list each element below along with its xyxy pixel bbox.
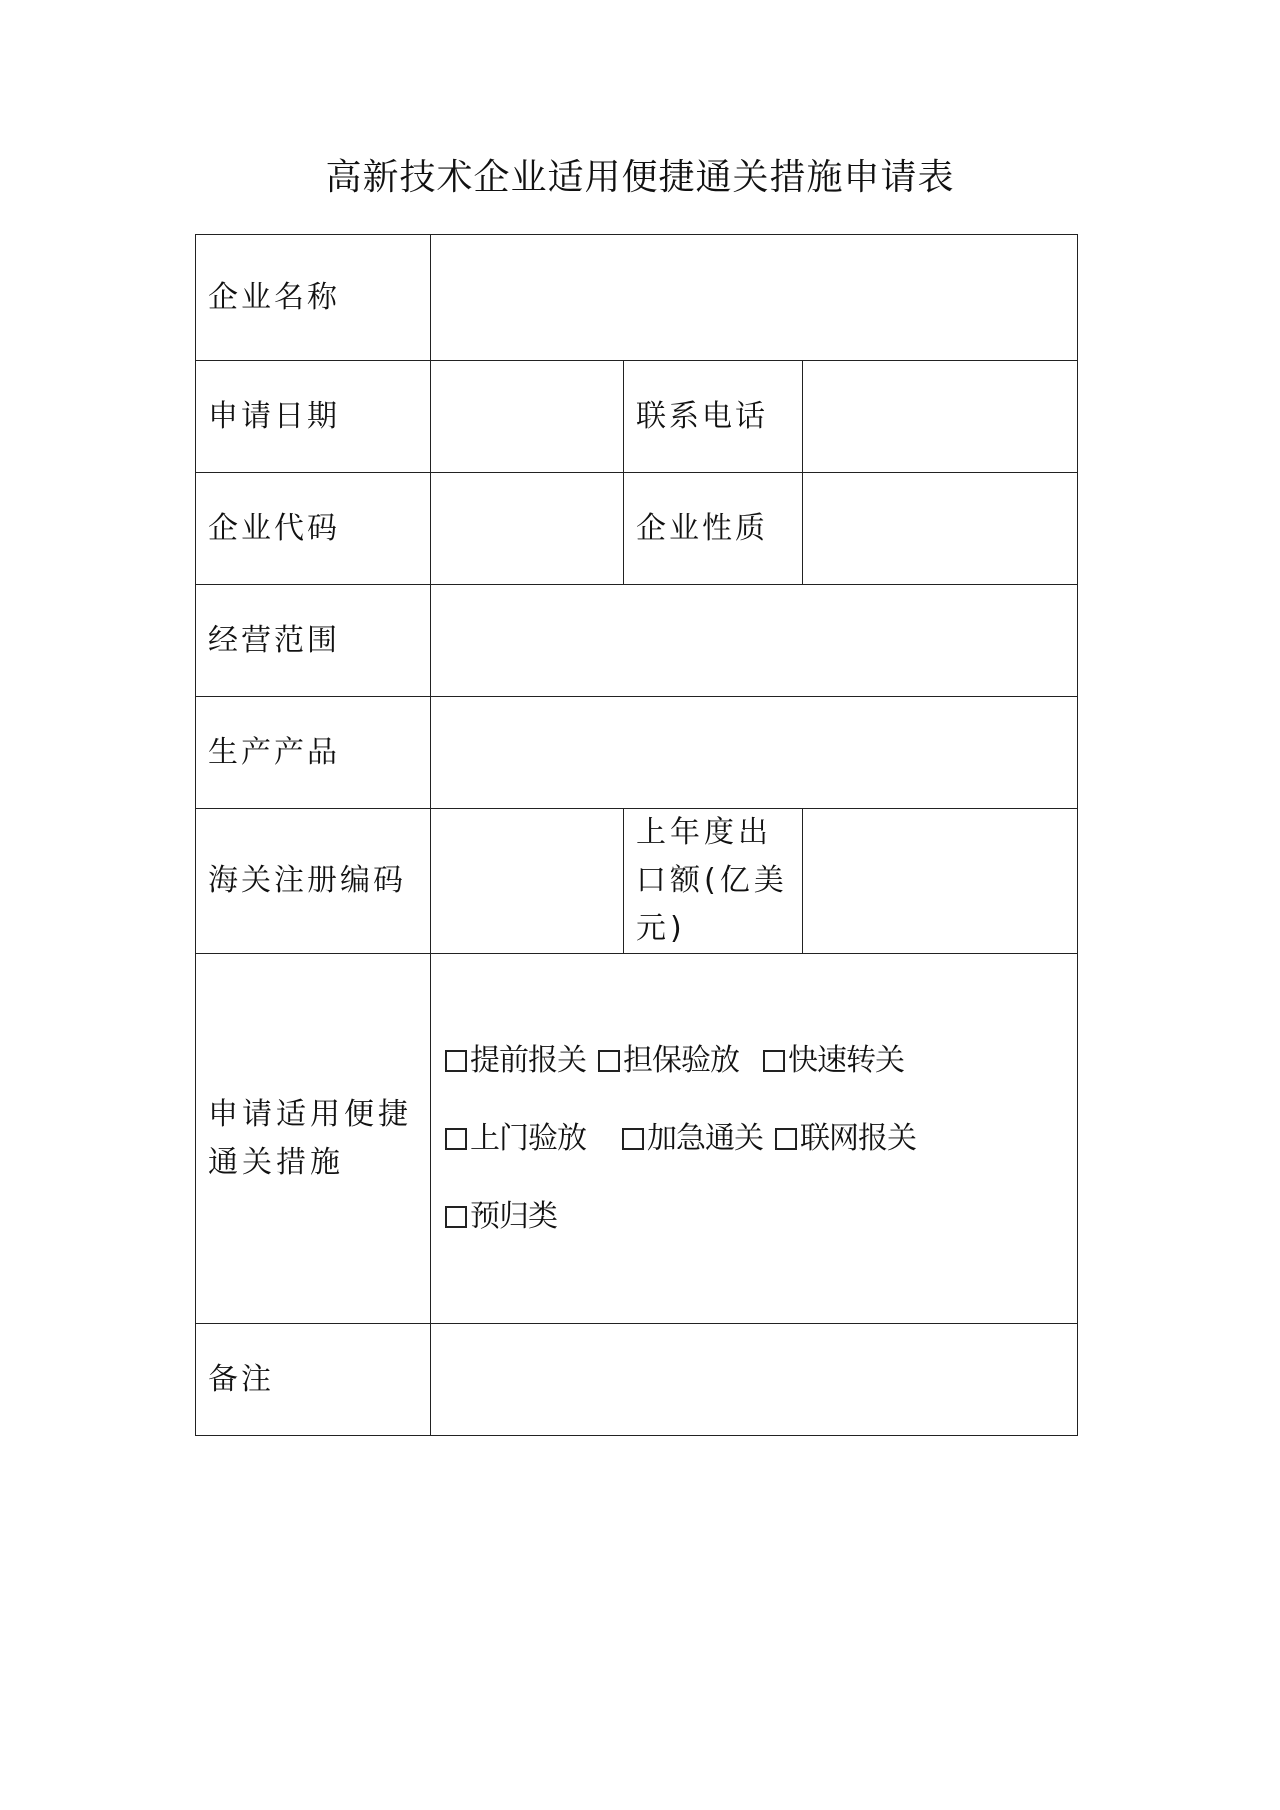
row-measures (196, 954, 1078, 1324)
option-label: 快速转关 (788, 1042, 904, 1078)
option-urgent-clearance[interactable] (622, 1119, 763, 1159)
row-remarks (196, 1324, 1078, 1436)
checkbox-icon[interactable] (445, 1206, 467, 1228)
customs-reg-code-field[interactable] (431, 809, 624, 954)
checkbox-icon[interactable] (775, 1128, 797, 1150)
company-code-field[interactable] (431, 473, 624, 585)
option-onsite-inspection[interactable] (445, 1119, 586, 1159)
option-label: 联网报关 (800, 1120, 916, 1156)
row-code-nature (196, 473, 1078, 585)
row-products (196, 697, 1078, 809)
option-label: 加急通关 (647, 1120, 763, 1156)
apply-date-field[interactable] (431, 361, 624, 473)
label-remarks: 备注 (196, 1324, 431, 1436)
option-label: 预归类 (470, 1198, 557, 1234)
measures-line-1 (445, 1022, 1067, 1100)
option-early-declaration[interactable] (445, 1041, 586, 1081)
remarks-field[interactable] (431, 1324, 1078, 1436)
checkbox-icon[interactable] (763, 1050, 785, 1072)
checkbox-icon[interactable] (445, 1128, 467, 1150)
form-title: 高新技术企业适用便捷通关措施申请表 (325, 157, 955, 198)
label-products: 生产产品 (196, 697, 431, 809)
option-label: 担保验放 (623, 1042, 739, 1078)
checkbox-icon[interactable] (445, 1050, 467, 1072)
business-scope-field[interactable] (431, 585, 1078, 697)
checkbox-icon[interactable] (622, 1128, 644, 1150)
option-pre-classification[interactable] (445, 1197, 557, 1237)
checkbox-icon[interactable] (598, 1050, 620, 1072)
label-customs-reg-code: 海关注册编码 (196, 809, 431, 954)
label-company-name: 企业名称 (196, 235, 431, 361)
label-apply-date: 申请日期 (196, 361, 431, 473)
measures-line-3 (445, 1178, 1067, 1256)
label-measures: 申请适用便捷通关措施 (196, 954, 431, 1324)
option-guarantee-release[interactable] (598, 1041, 739, 1081)
row-customs-export (196, 809, 1078, 954)
label-company-nature: 企业性质 (624, 473, 803, 585)
label-export-amount: 上年度出口额(亿美元) (624, 809, 803, 954)
application-form-table (195, 234, 1078, 1436)
measures-options (431, 954, 1078, 1324)
company-nature-field[interactable] (803, 473, 1078, 585)
label-phone: 联系电话 (624, 361, 803, 473)
label-company-code: 企业代码 (196, 473, 431, 585)
export-amount-field[interactable] (803, 809, 1078, 954)
option-fast-transfer[interactable] (763, 1041, 904, 1081)
products-field[interactable] (431, 697, 1078, 809)
option-label: 上门验放 (470, 1120, 586, 1156)
option-network-declaration[interactable] (775, 1119, 916, 1159)
row-business-scope (196, 585, 1078, 697)
measures-line-2 (445, 1100, 1067, 1178)
company-name-field[interactable] (431, 235, 1078, 361)
row-company-name (196, 235, 1078, 361)
row-date-phone (196, 361, 1078, 473)
label-business-scope: 经营范围 (196, 585, 431, 697)
phone-field[interactable] (803, 361, 1078, 473)
option-label: 提前报关 (470, 1042, 586, 1078)
